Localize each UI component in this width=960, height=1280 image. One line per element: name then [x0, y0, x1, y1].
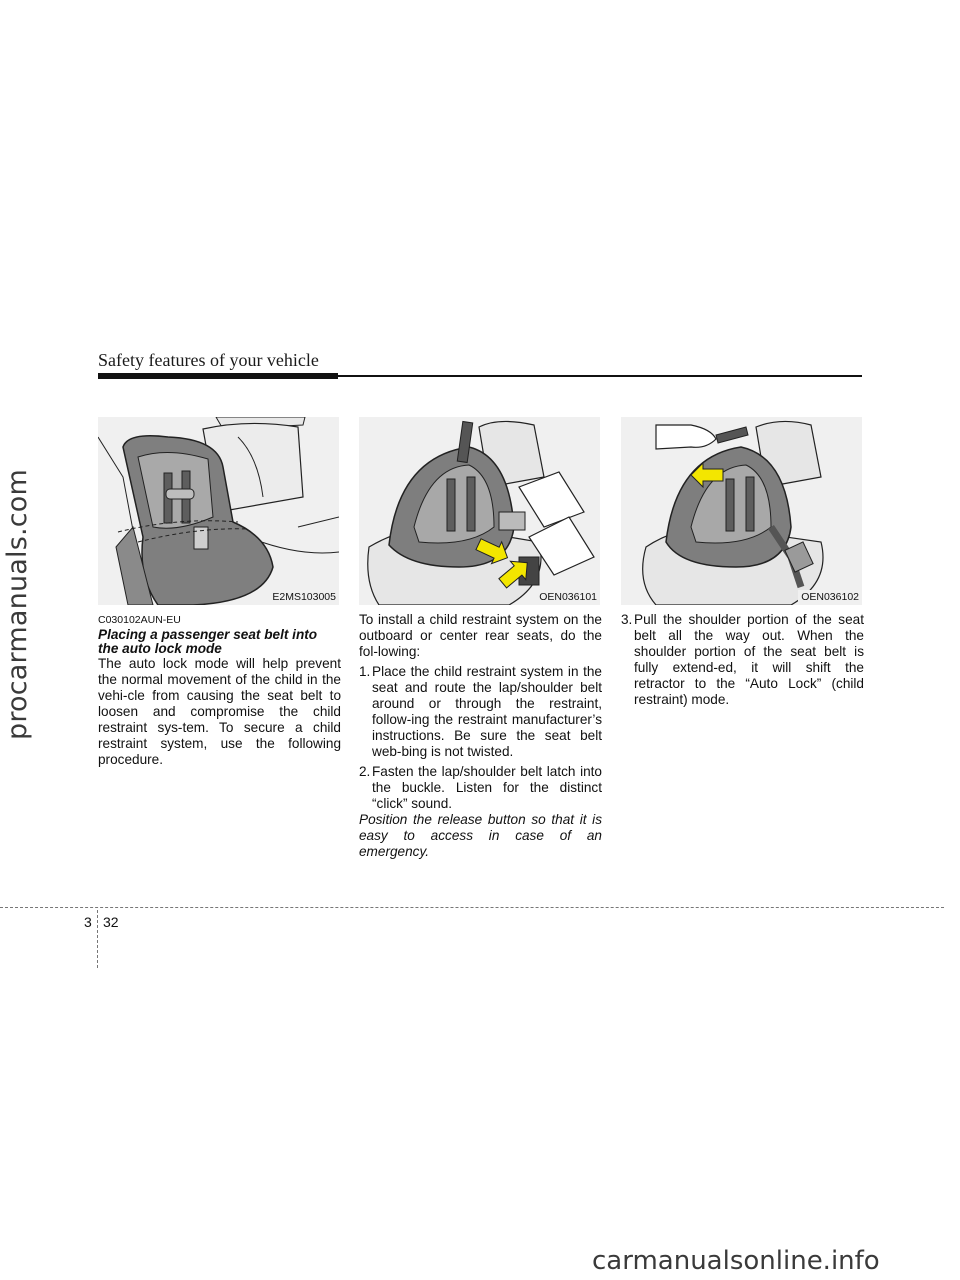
bottom-watermark: carmanualsonline.info [592, 1246, 880, 1276]
figure-code: OEN036101 [536, 590, 600, 605]
buckle-illustration [359, 417, 600, 605]
column-auto-lock-intro [98, 612, 341, 768]
step-item [621, 612, 864, 708]
column-pull-belt-step [621, 612, 864, 708]
step-text: Place the child restraint system in the seat and route the lap/shoulder belt around or through the restraint, follow-ing the restraint manufacturer’s instructions. Be sure the seat belt web-bing is not twisted. [372, 664, 602, 759]
body-paragraph: The auto lock mode will help prevent the normal movement of the child in the vehi-cle from causing the seat belt to loosen and compromise the child restraint sys-tem. To secure a child restraint system, use the following procedure. [98, 656, 341, 767]
figure-child-seat-belt-route [98, 417, 339, 605]
step-number: 2. [359, 764, 371, 779]
subheading: Placing a passenger seat belt into the auto lock mode [98, 627, 318, 656]
step-item [359, 664, 602, 760]
figure-code: OEN036102 [798, 590, 862, 605]
step-item [359, 764, 602, 812]
footer-divider [0, 907, 944, 908]
shoulder-belt-illustration [621, 417, 862, 605]
column-install-steps [359, 612, 602, 860]
figure-code: E2MS103005 [269, 590, 339, 605]
step-number: 3. [621, 612, 633, 627]
child-seat-illustration [98, 417, 339, 605]
section-title: Safety features of your vehicle [98, 350, 319, 370]
page-number: 32 [103, 914, 119, 930]
footer-vertical-divider [97, 910, 98, 968]
italic-note: Position the release button so that it is easy to access in case of an emergency. [359, 812, 602, 859]
step-number: 1. [359, 664, 371, 679]
intro-paragraph: To install a child restraint system on the outboard or center rear seats, do the fol-lowing: [359, 612, 602, 659]
side-watermark: procarmanuals.com [2, 468, 33, 740]
reference-code: C030102AUN-EU [98, 614, 181, 626]
figure-pull-shoulder-belt [621, 417, 862, 605]
step-text: Pull the shoulder portion of the seat belt all the way out. When the shoulder portion of the seat belt is fully extend-ed, it will shift the retractor to the “Auto Lock” (child restraint) mode. [634, 612, 864, 707]
header-rule [98, 373, 862, 380]
figure-fasten-latch [359, 417, 600, 605]
step-text: Fasten the lap/shoulder belt latch into the buckle. Listen for the distinct “click” sound. [372, 764, 602, 811]
chapter-number: 3 [84, 914, 92, 930]
